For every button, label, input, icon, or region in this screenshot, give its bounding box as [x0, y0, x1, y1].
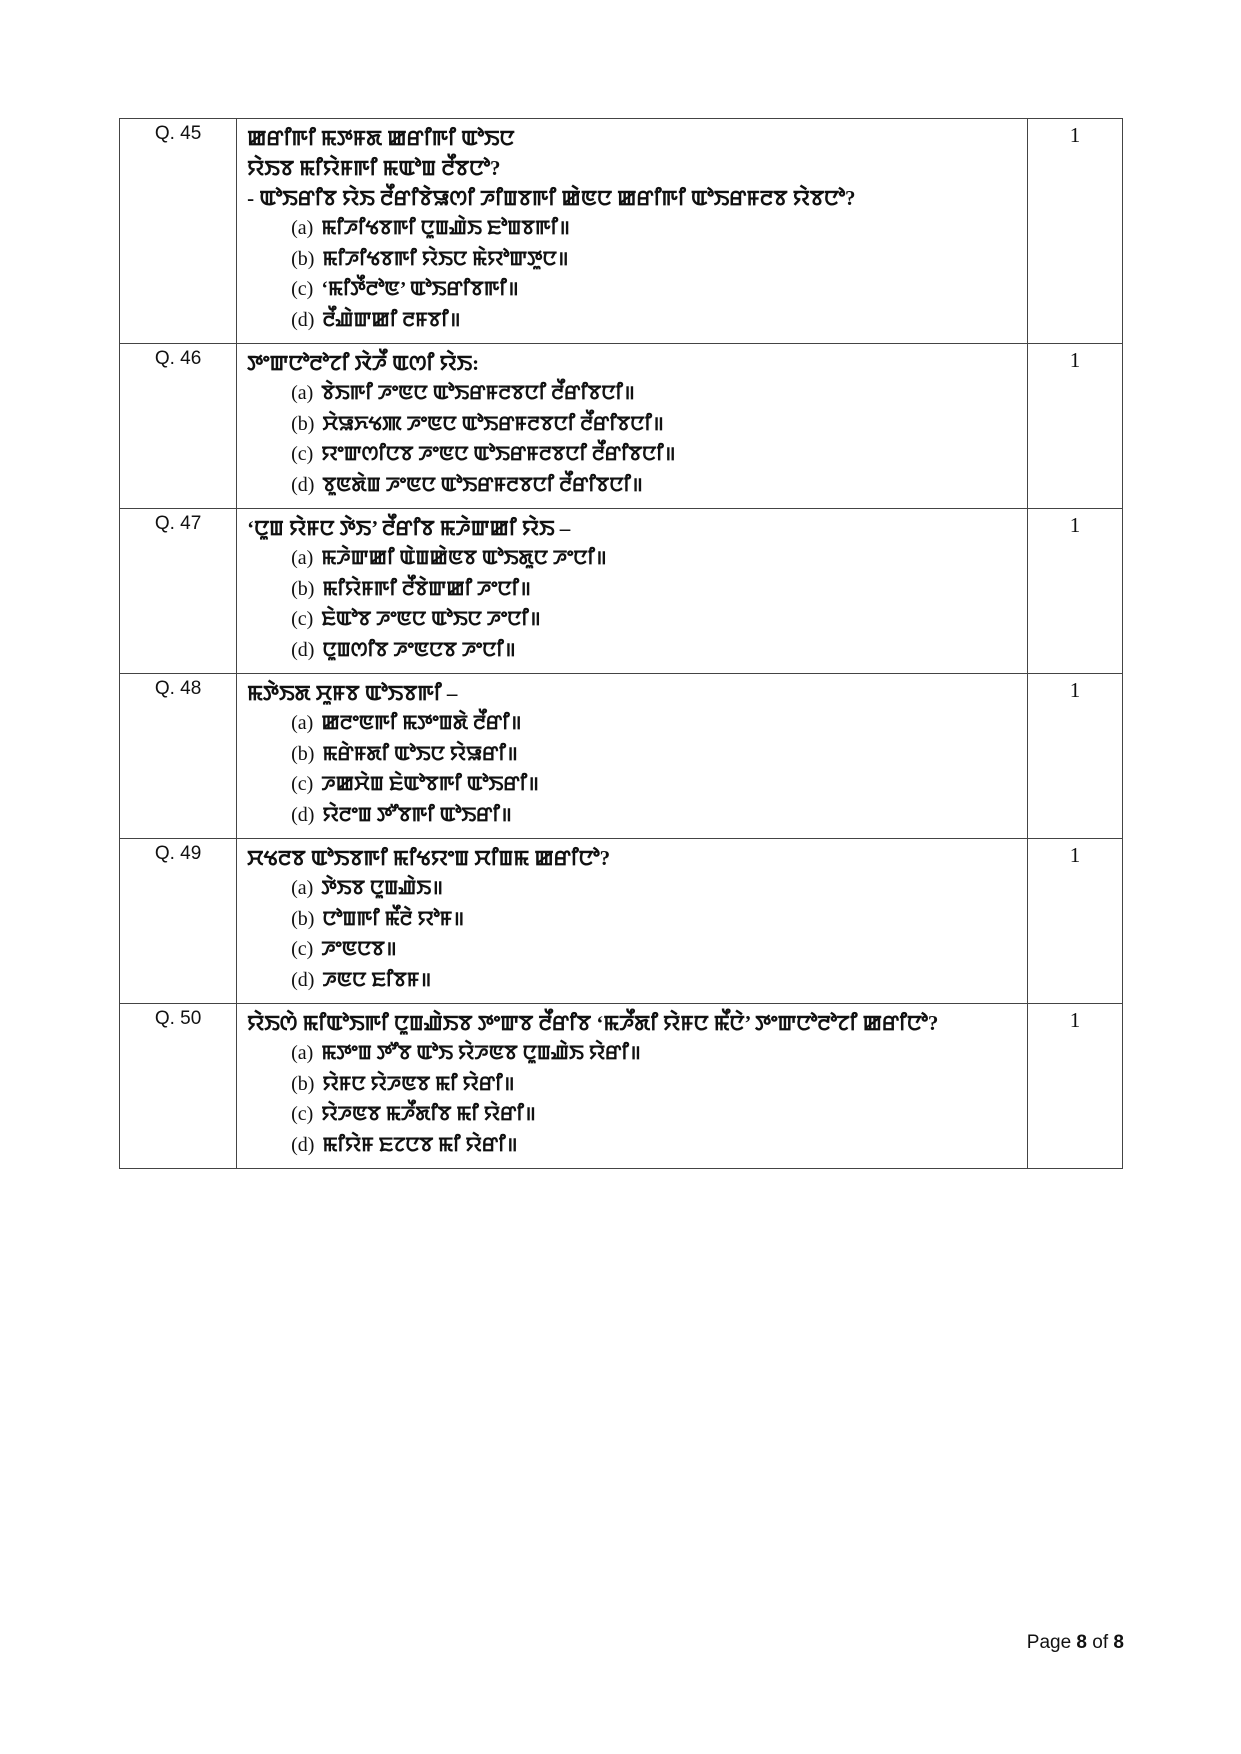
answer-option [247, 708, 1019, 739]
question-text: ꯀꯔꯤꯒꯤ ꯃꯇꯝꯗ ꯀꯔꯤꯒꯤ ꯑꯣꯏꯅ [247, 126, 515, 150]
option-text: ꯌꯥꯝꯅ ꯌꯥꯍꯟꯕ ꯃꯤ ꯌꯥꯔꯤ॥ [322, 1072, 515, 1095]
question-number: Q. 47 [120, 509, 237, 674]
answer-option [247, 574, 1019, 605]
answer-option [247, 904, 1019, 935]
option-text: ꯐꯥꯑꯣꯕ ꯍꯦꯟꯅ ꯑꯣꯏꯅ ꯍꯦꯅꯤ॥ [321, 608, 541, 630]
answer-option [247, 378, 1019, 409]
answer-option [247, 244, 1019, 275]
option-label: (d) [291, 308, 315, 331]
option-label: (a) [291, 1042, 314, 1064]
option-label: (d) [291, 803, 315, 826]
question-number: Q. 48 [120, 674, 237, 839]
question-row [120, 119, 1123, 344]
question-content [237, 119, 1028, 344]
answer-option [247, 873, 1019, 904]
answer-option [247, 439, 1019, 470]
page-of: of [1092, 1632, 1109, 1653]
option-label: (a) [291, 382, 314, 404]
option-label: (c) [291, 1103, 314, 1125]
page-label: Page [1026, 1632, 1072, 1653]
answer-option [247, 305, 1019, 336]
marks-value: 1 [1027, 1004, 1122, 1169]
answer-option [247, 800, 1019, 831]
question-text: ꯌꯥꯏꯕ ꯃꯤꯌꯥꯝꯒꯤ ꯃꯑꯣꯡ ꯂꯩꯕꯅꯣ? [247, 156, 501, 180]
answer-option [247, 1038, 1019, 1069]
page-current: 8 [1076, 1632, 1087, 1653]
option-label: (a) [291, 712, 314, 734]
answer-option [247, 635, 1019, 666]
question-text: ꯌꯥꯏꯁꯥ ꯃꯤꯑꯣꯏꯒꯤ ꯅꯨꯡꯉꯥꯏꯕ ꯇꯦꯛꯕ ꯂꯩꯔꯤꯕ ‘ꯃꯍꯩꯗꯤ ꯌꯥꯝꯅ ꯃꯩꯅꯥ’ ꯇꯦꯛꯅꯣꯂꯣꯖꯤ ꯀꯔꯤꯅꯣ? [247, 1011, 939, 1035]
option-text: ꯃꯔꯥꯝꯗꯤ ꯑꯣꯏꯅ ꯌꯥꯎꯔꯤ॥ [322, 742, 518, 765]
option-text: ꯌꯥꯍꯟꯕ ꯃꯍꯩꯗꯤꯕ ꯃꯤ ꯌꯥꯔꯤ॥ [321, 1103, 536, 1125]
option-text: ꯍꯀꯆꯥꯡ ꯐꯥꯑꯣꯕꯒꯤ ꯑꯣꯏꯔꯤ॥ [321, 773, 540, 795]
option-text: ꯕꯥꯏꯒꯤ ꯍꯦꯟꯅ ꯑꯣꯏꯔꯝꯂꯕꯅꯤ ꯂꯩꯔꯤꯕꯅꯤ॥ [321, 382, 635, 404]
answer-option [247, 1130, 1019, 1161]
option-label: (b) [291, 247, 315, 270]
question-row [120, 509, 1123, 674]
option-text: ꯍꯟꯅ ꯐꯤꯕꯝ॥ [322, 968, 432, 991]
question-text: ꯃꯇꯥꯏꯗ ꯆꯨꯝꯕ ꯑꯣꯏꯕꯒꯤ – [247, 681, 458, 705]
option-label: (a) [291, 547, 314, 569]
option-text: ꯂꯩꯉꯥꯛꯀꯤ ꯂꯝꯕꯤ॥ [322, 308, 461, 331]
question-text: ꯆꯠꯂꯕ ꯑꯣꯏꯕꯒꯤ ꯃꯤꯠꯌꯦꯡ ꯆꯤꯡꯃ ꯀꯔꯤꯅꯣ? [247, 846, 611, 870]
option-text: ꯇꯥꯏꯕ ꯅꯨꯡꯉꯥꯏ॥ [321, 877, 444, 899]
question-table [119, 118, 1123, 1169]
marks-value: 1 [1027, 344, 1122, 509]
answer-option [247, 769, 1019, 800]
answer-option [247, 934, 1019, 965]
question-text: - ꯑꯣꯏꯔꯤꯕ ꯌꯥꯏ ꯂꯩꯔꯤꯕꯥꯎꯁꯤ ꯍꯤꯡꯕꯒꯤ ꯀꯥꯟꯅ ꯀꯔꯤꯒꯤ ꯑꯣꯏꯔꯝꯂꯕ ꯌꯥꯕꯅꯣ? [247, 186, 856, 210]
question-content [237, 509, 1028, 674]
question-number: Q. 45 [120, 119, 237, 344]
option-text: ‘ꯃꯤꯇꯩꯂꯣꯟ’ ꯑꯣꯏꯔꯤꯕꯒꯤ॥ [321, 278, 519, 300]
page-footer [1000, 1632, 1124, 1654]
option-text: ꯃꯤꯌꯥꯝꯒꯤ ꯂꯩꯕꯥꯛꯀꯤ ꯍꯦꯅꯤ॥ [322, 577, 531, 600]
option-label: (b) [291, 1072, 315, 1095]
option-text: ꯅꯣꯡꯒꯤ ꯃꯩꯂꯥ ꯌꯣꯝ॥ [322, 907, 465, 930]
marks-value: 1 [1027, 509, 1122, 674]
answer-option [247, 965, 1019, 996]
option-label: (c) [291, 608, 314, 630]
question-number: Q. 49 [120, 839, 237, 1004]
question-row [120, 344, 1123, 509]
marks-value: 1 [1027, 119, 1122, 344]
answer-option [247, 470, 1019, 501]
question-text: ꯇꯦꯛꯅꯣꯂꯣꯖꯤ ꯋꯥꯍꯩ ꯑꯁꯤ ꯌꯥꯏ: [247, 351, 480, 375]
question-content [237, 1004, 1028, 1169]
question-text: ‘ꯅꯨꯡ ꯌꯥꯝꯅ ꯇꯥꯏ’ ꯂꯩꯔꯤꯕ ꯃꯍꯥꯛꯀꯤ ꯌꯥꯏ – [247, 516, 571, 540]
option-label: (d) [291, 968, 315, 991]
option-text: ꯀꯂꯦꯟꯒꯤ ꯃꯇꯦꯡꯗꯥ ꯂꯩꯔꯤ॥ [321, 712, 522, 734]
option-text: ꯍꯦꯟꯅꯕ॥ [321, 938, 397, 960]
option-text: ꯌꯦꯛꯁꯤꯅꯕ ꯍꯦꯟꯅ ꯑꯣꯏꯔꯝꯂꯕꯅꯤ ꯂꯩꯔꯤꯕꯅꯤ॥ [321, 443, 676, 465]
question-content [237, 839, 1028, 1004]
answer-option [247, 213, 1019, 244]
option-label: (b) [291, 577, 315, 600]
answer-option [247, 409, 1019, 440]
option-label: (c) [291, 443, 314, 465]
option-label: (c) [291, 938, 314, 960]
option-label: (c) [291, 773, 314, 795]
page-total: 8 [1113, 1632, 1124, 1653]
option-label: (d) [291, 638, 315, 661]
option-text: ꯃꯤꯍꯤꯠꯕꯒꯤ ꯅꯨꯡꯉꯥꯏ ꯐꯣꯡꯕꯒꯤ॥ [321, 217, 570, 239]
option-text: ꯃꯍꯥꯛꯀꯤ ꯑꯥꯡꯀꯥꯟꯕ ꯑꯣꯏꯗꯨꯅ ꯍꯦꯅꯤ॥ [321, 547, 607, 569]
question-number: Q. 46 [120, 344, 237, 509]
question-row [120, 674, 1123, 839]
option-text: ꯅꯨꯡꯁꯤꯕ ꯍꯦꯟꯅꯕ ꯍꯦꯅꯤ॥ [322, 638, 516, 661]
option-text: ꯆꯥꯎꯈꯠꯄ ꯍꯦꯟꯅ ꯑꯣꯏꯔꯝꯂꯕꯅꯤ ꯂꯩꯔꯤꯕꯅꯤ॥ [322, 412, 664, 435]
answer-option [247, 1099, 1019, 1130]
option-text: ꯃꯤꯍꯤꯠꯕꯒꯤ ꯌꯥꯏꯅ ꯃꯥꯌꯣꯛꯇꯨꯅ॥ [322, 247, 569, 270]
question-row [120, 1004, 1123, 1169]
answer-option [247, 739, 1019, 770]
option-label: (a) [291, 217, 314, 239]
answer-option [247, 274, 1019, 305]
option-text: ꯕꯨꯟꯗꯥꯡ ꯍꯦꯟꯅ ꯑꯣꯏꯔꯝꯂꯕꯅꯤ ꯂꯩꯔꯤꯕꯅꯤ॥ [322, 473, 643, 496]
marks-value: 1 [1027, 839, 1122, 1004]
option-label: (b) [291, 742, 315, 765]
option-label: (d) [291, 473, 315, 496]
option-text: ꯌꯥꯂꯦꯡ ꯇꯧꯕꯒꯤ ꯑꯣꯏꯔꯤ॥ [322, 803, 512, 826]
question-row [120, 839, 1123, 1004]
option-text: ꯃꯤꯌꯥꯝ ꯐꯖꯅꯕ ꯃꯤ ꯌꯥꯔꯤ॥ [322, 1133, 518, 1156]
answer-option [247, 543, 1019, 574]
option-text: ꯃꯇꯦꯡ ꯇꯧꯕ ꯑꯣꯏ ꯌꯥꯍꯟꯕ ꯅꯨꯡꯉꯥꯏ ꯌꯥꯔꯤ॥ [321, 1042, 641, 1064]
option-label: (d) [291, 1133, 315, 1156]
question-content [237, 674, 1028, 839]
answer-option [247, 604, 1019, 635]
answer-option [247, 1069, 1019, 1100]
option-label: (b) [291, 907, 315, 930]
marks-value: 1 [1027, 674, 1122, 839]
question-number: Q. 50 [120, 1004, 237, 1169]
option-label: (a) [291, 877, 314, 899]
option-label: (b) [291, 412, 315, 435]
option-label: (c) [291, 278, 314, 300]
question-content [237, 344, 1028, 509]
